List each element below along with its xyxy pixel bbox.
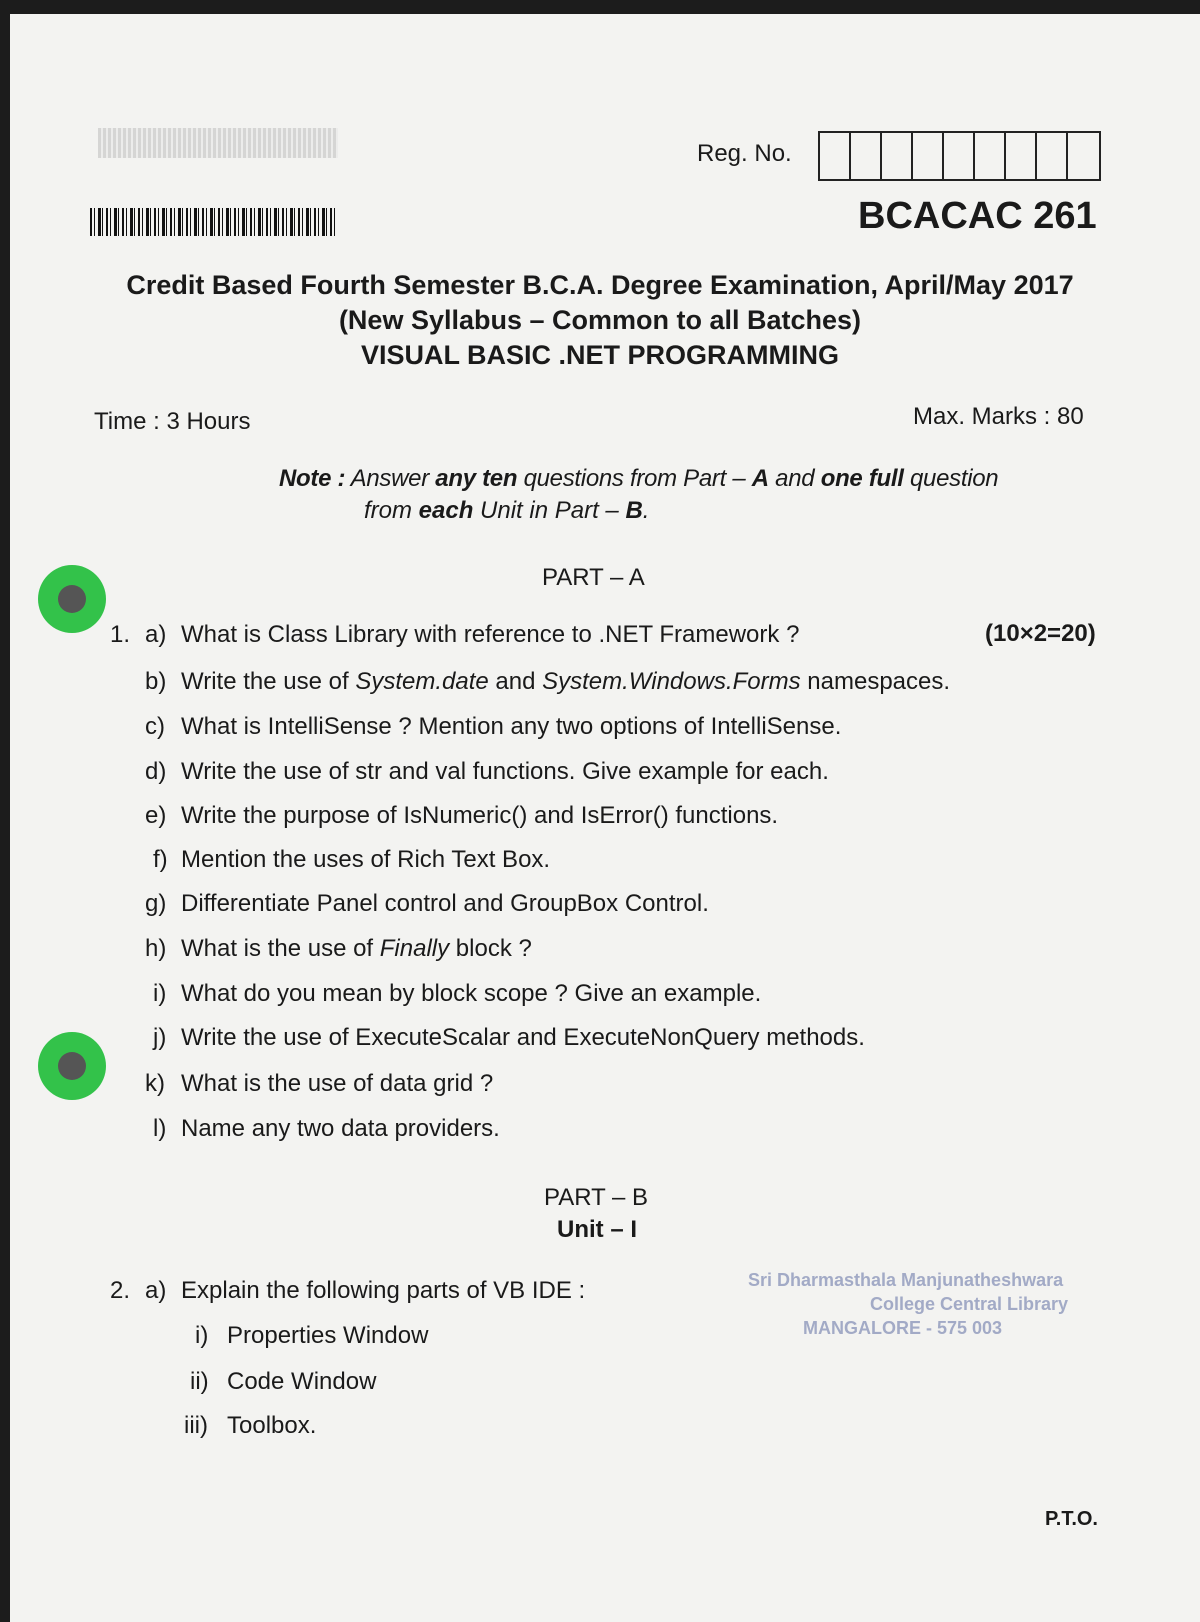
question-c-label: c)	[145, 713, 165, 740]
max-marks: Max. Marks : 80	[913, 403, 1084, 430]
exam-title: Credit Based Fourth Semester B.C.A. Degree Examination, April/May 2017	[126, 270, 1074, 300]
question-l: Name any two data providers.	[181, 1115, 500, 1142]
library-stamp-line-2: College Central Library	[870, 1294, 1069, 1314]
question-k: What is the use of data grid ?	[181, 1070, 494, 1097]
question-d-label: d)	[145, 758, 167, 785]
question-a: What is Class Library with reference to .NET Framework ?	[181, 621, 800, 648]
barcode	[90, 208, 336, 236]
library-stamp-line-3: MANGALORE - 575 003	[803, 1318, 1003, 1338]
question-j: Write the use of ExecuteScalar and ExecuteNonQuery methods.	[181, 1024, 865, 1051]
sub-item-i: Properties Window	[227, 1322, 429, 1349]
part-a-title: PART – A	[542, 564, 645, 591]
question-i-label: i)	[153, 980, 167, 1007]
question-2a-label: a)	[145, 1277, 167, 1304]
note-line-1: Note : Answer any ten questions from Part – A and one full question	[279, 465, 999, 492]
part-a-marks: (10×2=20)	[985, 620, 1096, 647]
note-line-2: from each Unit in Part – B.	[364, 497, 650, 524]
time-label: Time : 3 Hours	[94, 408, 251, 435]
question-e-label: e)	[145, 802, 167, 829]
question-h-label: h)	[145, 935, 167, 962]
question-c: What is IntelliSense ? Mention any two options of IntelliSense.	[181, 713, 842, 740]
question-e: Write the purpose of IsNumeric() and IsError() functions.	[181, 802, 779, 829]
question-b: Write the use of System.date and System.Windows.Forms namespaces.	[181, 668, 951, 695]
question-number: 1.	[110, 621, 131, 648]
binder-hole-top	[38, 565, 106, 633]
part-b-title: PART – B	[544, 1184, 649, 1211]
sub-item-iii-label: iii)	[184, 1412, 208, 1439]
question-h: What is the use of Finally block ?	[181, 935, 532, 962]
question-j-label: j)	[153, 1024, 167, 1051]
sub-item-i-label: i)	[195, 1322, 209, 1349]
question-f: Mention the uses of Rich Text Box.	[181, 846, 551, 873]
question-f-label: f)	[153, 846, 168, 873]
question-k-label: k)	[145, 1070, 165, 1097]
syllabus-line: (New Syllabus – Common to all Batches)	[338, 305, 862, 335]
reg-no-boxes	[818, 131, 1101, 181]
unit-title: Unit – I	[557, 1216, 638, 1243]
reg-no-label: Reg. No.	[697, 140, 792, 167]
sub-item-ii-label: ii)	[190, 1368, 209, 1395]
question-d: Write the use of str and val functions. Give example for each.	[181, 758, 829, 785]
pto-label: P.T.O.	[1045, 1508, 1098, 1530]
binder-hole-bottom	[38, 1032, 106, 1100]
question-2-number: 2.	[110, 1277, 131, 1304]
question-g: Differentiate Panel control and GroupBox Control.	[181, 890, 709, 917]
question-g-label: g)	[145, 890, 167, 917]
library-stamp-line-1: Sri Dharmasthala Manjunatheshwara	[748, 1270, 1064, 1290]
question-2a: Explain the following parts of VB IDE :	[181, 1277, 586, 1304]
paper-code: BCACAC 261	[858, 195, 1097, 237]
question-i: What do you mean by block scope ? Give an example.	[181, 980, 762, 1007]
faded-header-mark	[98, 128, 338, 158]
question-a-label: a)	[145, 621, 167, 648]
question-b-label: b)	[145, 668, 167, 695]
question-l-label: l)	[153, 1115, 167, 1142]
sub-item-ii: Code Window	[227, 1368, 377, 1395]
sub-item-iii: Toolbox.	[227, 1412, 317, 1439]
subject-title: VISUAL BASIC .NET PROGRAMMING	[360, 340, 840, 370]
